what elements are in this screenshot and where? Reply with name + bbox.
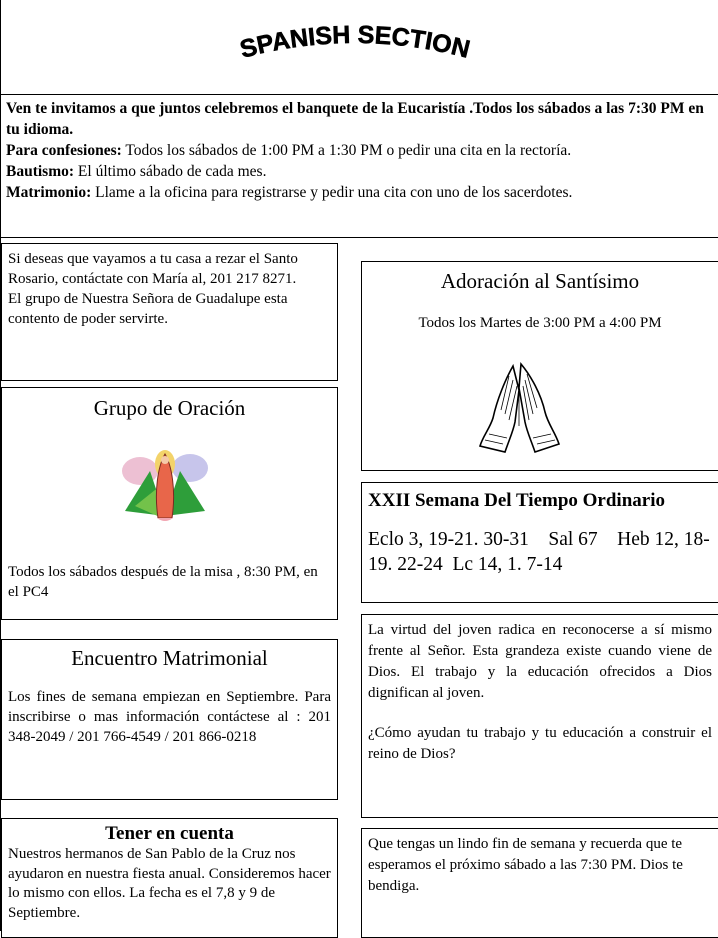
praying-hands-icon	[475, 360, 565, 455]
tener-cuenta-text: Nuestros hermanos de San Pablo de la Cruz nos ayudaron en nuestra fiesta anual. Consideremos hacer lo mismo con ellos. La fecha es el 7,8 y 9 de Septiembre.	[8, 846, 331, 921]
adoracion-text: Todos los Martes de 3:00 PM a 4:00 PM	[418, 315, 662, 331]
rule-bottom	[0, 237, 718, 238]
reflexion-text-2: ¿Cómo ayudan tu trabajo y tu educación a construir el reino de Dios?	[368, 725, 712, 762]
despedida-box	[361, 828, 718, 938]
intro-matrimonio: Matrimonio: Llame a la oficina para registrarse y pedir una cita con uno de los sacerdotes.	[6, 184, 573, 201]
tener-cuenta-title: Tener en cuenta	[105, 823, 234, 844]
adoracion-box	[361, 261, 718, 471]
encuentro-text: Los fines de semana empiezan en Septiembre. Para inscribirse o mas información contáctese al : 201 348-2049 / 201 766-4549 / 201 866-0218	[8, 689, 331, 745]
intro-confesiones: Para confesiones: Todos los sábados de 1:00 PM a 1:30 PM o pedir una cita en la rectoría.	[6, 142, 572, 159]
reflexion-text-1: La virtud del joven radica en reconocerse a sí mismo frente al Señor. Esta grandeza existe cuando viene de Dios. El trabajo y la educación ofrecidos a Dios dignifican al joven.	[368, 622, 712, 701]
intro-invite: Ven te invitamos a que juntos celebremos el banquete de la Eucaristía .Todos los sábados a las 7:30 PM en tu idioma.	[6, 100, 704, 138]
section-title-text: SPANISH SECTION	[237, 20, 473, 64]
rosario-box	[1, 243, 338, 381]
semana-text: Eclo 3, 19-21. 30-31 Sal 67 Heb 12, 18-19. 22-24 Lc 14, 1. 7-14	[368, 529, 710, 575]
semana-box	[361, 482, 718, 603]
intro-bautismo: Bautismo: El último sábado de cada mes.	[6, 163, 267, 180]
virgin-of-guadalupe-icon	[120, 446, 210, 526]
rosario-text-1: Si deseas que vayamos a tu casa a rezar el Santo Rosario, contáctate con María al, 201 217 8271.	[8, 251, 298, 287]
despedida-text: Que tengas un lindo fin de semana y recuerda que te esperamos el próximo sábado a las 7:30 PM. Dios te bendiga.	[368, 836, 683, 894]
section-title	[200, 18, 510, 78]
tener-cuenta-box	[1, 818, 338, 938]
grupo-oracion-box	[1, 387, 338, 620]
adoracion-title: Adoración al Santísimo	[440, 269, 640, 293]
grupo-oracion-text: Todos los sábados después de la misa , 8:30 PM, en el PC4	[8, 564, 318, 600]
rule-top	[0, 94, 718, 95]
rosario-text-2: El grupo de Nuestra Señora de Guadalupe esta contento de poder servirte.	[8, 291, 288, 327]
reflexion-box	[361, 614, 718, 818]
intro-block	[6, 98, 712, 203]
svg-text:SPANISH SECTION	[237, 21, 472, 64]
grupo-oracion-title: Grupo de Oración	[93, 396, 246, 420]
encuentro-title: Encuentro Matrimonial	[71, 646, 268, 670]
semana-title: XXII Semana Del Tiempo Ordinario	[368, 490, 665, 511]
encuentro-box	[1, 639, 338, 800]
